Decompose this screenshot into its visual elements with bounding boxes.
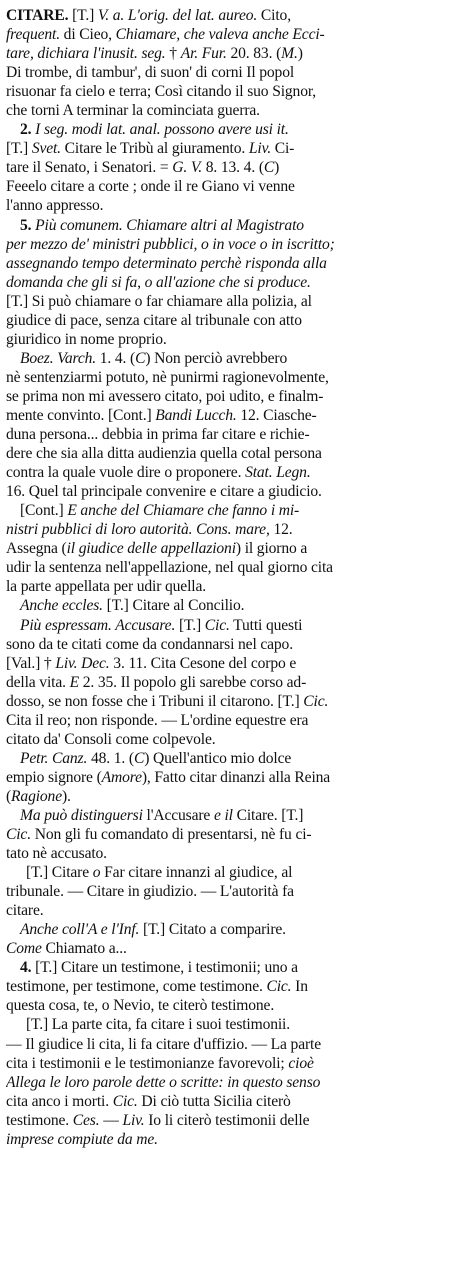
- text-segment: risuonar fa cielo e terra; Così citando il suo Signor,: [6, 83, 317, 101]
- text-segment: dere che sia alla ditta audienzia quella cotal persona: [6, 445, 322, 463]
- italic-text: Svet.: [31, 140, 61, 158]
- text-segment: [T.] Si può chiamare o far chiamare alla polizia, al: [6, 292, 312, 310]
- text-line: [6, 349, 469, 368]
- text-line: [6, 596, 469, 615]
- text-line: [6, 692, 469, 711]
- text-segment: citare.: [6, 902, 44, 920]
- text-segment: Non gli fu comandato di presentarsi, nè fu ci-: [30, 826, 312, 844]
- text-segment: 16. Quel tal principale convenire e citare a giudicio.: [6, 483, 322, 501]
- text-line: [6, 463, 469, 482]
- italic-text: Liv.: [248, 140, 271, 158]
- text-segment: 1. 4. (: [96, 349, 136, 367]
- text-line: [6, 939, 469, 958]
- italic-text: Cic.: [112, 1092, 138, 1110]
- italic-text: assegnando tempo determinato perchè risponda alla: [6, 254, 327, 272]
- text-segment: l'anno appresso.: [6, 197, 104, 215]
- text-segment: Far citare innanzi al giudice, al: [100, 864, 293, 882]
- text-segment: [T.] Citare al Concilio.: [102, 597, 245, 615]
- italic-text: Ragione: [11, 787, 62, 805]
- text-segment: tribunale. — Citare in giudizio. — L'autorità fa: [6, 883, 294, 901]
- text-segment: duna persona... debbia in prima far citare e richie-: [6, 426, 310, 444]
- text-segment: †: [165, 45, 181, 63]
- text-segment: ) Quell'antico mio dolce: [144, 749, 292, 767]
- text-line: [6, 158, 469, 177]
- text-segment: 12.: [269, 521, 293, 539]
- text-segment: [T.] Citare: [26, 864, 93, 882]
- text-line: [6, 25, 469, 44]
- entry-heading-text: 4.: [20, 959, 32, 977]
- italic-text: Come: [6, 940, 42, 958]
- text-line: [6, 177, 469, 196]
- text-segment: —: [99, 1111, 123, 1129]
- text-segment: [T.] Citato a comparire.: [139, 921, 286, 939]
- italic-text: Cic.: [204, 616, 230, 634]
- italic-text: domanda che gli si fa, o all'azione che si produce.: [6, 273, 311, 291]
- italic-text: Bandi Lucch.: [155, 406, 237, 424]
- text-line: [6, 558, 469, 577]
- text-segment: testimone, per testimone, come testimone.: [6, 978, 267, 996]
- text-line: [6, 6, 469, 25]
- italic-text: imprese compiute da me.: [6, 1130, 158, 1148]
- italic-text: C: [133, 749, 145, 767]
- text-segment: giudice di pace, senza citare al tribunale con atto: [6, 311, 302, 329]
- italic-text: M.: [281, 45, 298, 63]
- text-line: [6, 977, 469, 996]
- italic-text: G. V.: [172, 159, 202, 177]
- text-segment: 3. 11. Cita Cesone del corpo e: [109, 654, 297, 672]
- text-segment: [Val.] †: [6, 654, 56, 672]
- text-segment: dosso, se non fosse che i Tribuni il citarono. [T.]: [6, 692, 304, 710]
- text-segment: Ci-: [270, 140, 295, 158]
- text-line: [6, 139, 469, 158]
- text-segment: cita anco i morti.: [6, 1092, 113, 1110]
- text-segment: [T.]: [68, 7, 98, 24]
- text-line: [6, 787, 469, 806]
- italic-text: Allega le loro parole dette o scritte: in questo senso: [6, 1073, 321, 1091]
- text-line: [6, 844, 469, 863]
- italic-text: Chiamare, che valeva anche Ecci-: [115, 26, 325, 44]
- text-line: [6, 673, 469, 692]
- text-segment: [T.] Citare un testimone, i testimonii; uno a: [31, 959, 298, 977]
- italic-text: Più espressam. Accusare.: [20, 616, 176, 634]
- italic-text: Ces.: [72, 1111, 100, 1129]
- text-line: [6, 501, 469, 520]
- text-line: [6, 1092, 469, 1111]
- text-segment: udir la sentenza nell'appellazione, nel qual giorno cita: [6, 559, 333, 577]
- text-segment: Cita il reo; non risponde. — L'ordine equestre era: [6, 711, 309, 729]
- text-line: [6, 577, 469, 596]
- italic-text: Petr. Canz.: [20, 749, 88, 767]
- text-line: [6, 273, 469, 292]
- text-line: [6, 901, 469, 920]
- text-segment: nè sentenziarmi potuto, nè punirmi ragionevolmente,: [6, 368, 329, 386]
- text-line: [6, 387, 469, 406]
- italic-text: Boez. Varch.: [20, 349, 97, 367]
- text-segment: se prima non mi avessero citato, poi udito, e finalm-: [6, 387, 324, 405]
- dictionary-entry-citare: [6, 6, 469, 1149]
- text-line: [6, 863, 469, 882]
- text-line: [6, 958, 469, 977]
- text-line: [6, 444, 469, 463]
- text-segment: ), Fatto citar dinanzi alla Reina: [141, 768, 331, 786]
- text-line: [6, 235, 469, 254]
- text-line: [6, 920, 469, 939]
- text-segment: testimone.: [6, 1111, 73, 1129]
- text-segment: [Cont.]: [20, 502, 68, 520]
- text-line: [6, 1073, 469, 1092]
- italic-text: Liv.: [122, 1111, 145, 1129]
- italic-text: Cic.: [6, 826, 31, 844]
- text-segment: questa cosa, te, o Nevio, te citerò testimone.: [6, 997, 275, 1015]
- italic-text: Cic.: [266, 978, 292, 996]
- text-segment: ) il giorno a: [235, 540, 308, 558]
- text-line: [6, 101, 469, 120]
- italic-text: C: [263, 159, 275, 177]
- text-line: [6, 749, 469, 768]
- text-segment: della vita.: [6, 673, 70, 691]
- entry-heading-text: CITARE.: [6, 7, 69, 24]
- italic-text: E: [69, 673, 79, 691]
- text-segment: tato nè accusato.: [6, 845, 107, 863]
- text-line: [6, 996, 469, 1015]
- text-segment: ): [274, 159, 280, 177]
- italic-text: Più comunem. Chiamare altri al Magistrato: [35, 216, 304, 234]
- text-segment: tare il Senato, i Senatori. =: [6, 159, 173, 177]
- text-line: [6, 711, 469, 730]
- text-segment: di Cieo,: [59, 26, 116, 44]
- text-segment: Feeelo citare a corte ; onde il re Giano vi venne: [6, 178, 295, 196]
- text-line: [6, 330, 469, 349]
- text-segment: contra la quale vuole dire o proponere.: [6, 464, 246, 482]
- italic-text: I seg. modi lat. anal. possono avere usi it.: [35, 121, 289, 139]
- text-line: [6, 882, 469, 901]
- text-segment: Di ciò tutta Sicilia citerò: [137, 1092, 291, 1110]
- italic-text: Ma può distinguersi: [20, 806, 143, 824]
- italic-text: V. a. L'orig. del lat. aureo.: [97, 7, 258, 24]
- italic-text: e il: [213, 806, 233, 824]
- text-line: [6, 482, 469, 501]
- text-line: [6, 1054, 469, 1073]
- text-segment: [T.]: [175, 616, 205, 634]
- italic-text: cioè: [288, 1054, 314, 1072]
- text-line: [6, 63, 469, 82]
- text-segment: [T.]: [6, 140, 32, 158]
- text-segment: Tutti questi: [229, 616, 303, 634]
- text-line: [6, 1111, 469, 1130]
- text-line: [6, 368, 469, 387]
- text-line: [6, 120, 469, 139]
- text-segment: Citare. [T.]: [232, 806, 304, 824]
- text-segment: — Il giudice li cita, li fa citare d'uffizio. — La parte: [6, 1035, 321, 1053]
- italic-text: C: [135, 349, 146, 367]
- text-segment: Di trombe, di tambur', di suon' di corni Il popol: [6, 64, 295, 82]
- text-segment: che torni A terminar la cominciata guerra.: [6, 102, 260, 120]
- text-segment: 12. Ciasche-: [236, 406, 317, 424]
- italic-text: Liv. Dec.: [55, 654, 110, 672]
- text-segment: empio signore (: [6, 768, 102, 786]
- text-segment: l'Accusare: [142, 806, 214, 824]
- text-segment: 2. 35. Il popolo gli sarebbe corso ad-: [78, 673, 307, 691]
- text-line: [6, 406, 469, 425]
- text-segment: 8. 13. 4. (: [202, 159, 264, 177]
- text-line: [6, 539, 469, 558]
- text-segment: ) Non perciò avrebbero: [145, 349, 288, 367]
- text-segment: mente convinto. [Cont.]: [6, 406, 156, 424]
- text-segment: cita i testimonii e le testimonianze favorevoli;: [6, 1054, 289, 1072]
- italic-text: il giudice delle appellazioni: [66, 540, 236, 558]
- text-line: [6, 1130, 469, 1149]
- italic-text: per mezzo de' ministri pubblici, o in voce o in iscritto;: [6, 235, 335, 253]
- italic-text: tare, dichiara l'inusit. seg.: [6, 45, 166, 63]
- text-line: [6, 44, 469, 63]
- text-segment: giuridico in nome proprio.: [6, 330, 167, 348]
- text-line: [6, 292, 469, 311]
- text-segment: citato da' Consoli come colpevole.: [6, 730, 216, 748]
- text-segment: Io li citerò testimonii delle: [144, 1111, 310, 1129]
- text-segment: [T.] La parte cita, fa citare i suoi testimonii.: [26, 1016, 290, 1034]
- italic-text: Anche coll'A e l'Inf.: [20, 921, 140, 939]
- text-line: [6, 1015, 469, 1034]
- text-segment: ).: [61, 787, 71, 805]
- text-line: [6, 616, 469, 635]
- italic-text: Ar. Fur.: [180, 45, 227, 63]
- text-line: [6, 520, 469, 539]
- italic-text: Anche eccles.: [20, 597, 103, 615]
- text-segment: Assegna (: [6, 540, 67, 558]
- italic-text: E anche del Chiamare che fanno i mi-: [67, 502, 300, 520]
- text-line: [6, 1035, 469, 1054]
- italic-text: Cic.: [303, 692, 329, 710]
- text-line: [6, 730, 469, 749]
- text-line: [6, 635, 469, 654]
- text-segment: sono da te citati come da condannarsi nel capo.: [6, 635, 293, 653]
- text-line: [6, 654, 469, 673]
- text-line: [6, 425, 469, 444]
- italic-text: frequent.: [6, 26, 60, 44]
- text-segment: la parte appellata per udir quella.: [6, 578, 206, 596]
- text-segment: 20. 83. (: [226, 45, 282, 63]
- italic-text: Amore: [101, 768, 142, 786]
- text-line: [6, 254, 469, 273]
- text-line: [6, 825, 469, 844]
- text-line: [6, 806, 469, 825]
- text-segment: Citare le Tribù al giuramento.: [60, 140, 249, 158]
- italic-text: Stat. Legn.: [245, 464, 311, 482]
- entry-heading-text: 2.: [20, 121, 32, 139]
- text-segment: (: [6, 787, 12, 805]
- text-segment: Chiamato a...: [41, 940, 127, 958]
- italic-text: nistri pubblici di loro autorità. Cons. mare,: [6, 521, 270, 539]
- text-segment: 48. 1. (: [87, 749, 134, 767]
- text-segment: Cito,: [257, 7, 291, 24]
- italic-text: o: [92, 864, 101, 882]
- text-line: [6, 82, 469, 101]
- text-line: [6, 311, 469, 330]
- text-segment: ): [297, 45, 303, 63]
- text-line: [6, 196, 469, 215]
- text-line: [6, 216, 469, 235]
- entry-heading-text: 5.: [20, 216, 32, 234]
- text-line: [6, 768, 469, 787]
- text-segment: In: [291, 978, 308, 996]
